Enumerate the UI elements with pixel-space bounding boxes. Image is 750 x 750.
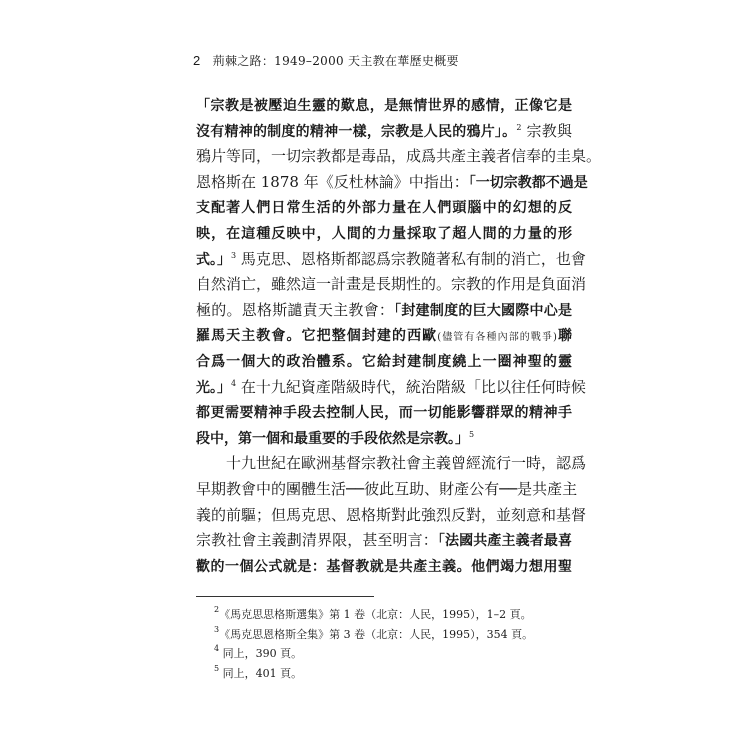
- text-line: [196, 349, 572, 375]
- quoted-text: 式。」: [196, 251, 231, 268]
- text-line: [196, 195, 572, 221]
- text-line: [196, 400, 572, 426]
- text-line: [196, 323, 572, 349]
- text-line: [196, 221, 572, 247]
- plain-text: 極的。恩格斯譴責天主教會：: [196, 300, 395, 319]
- footnote-number: 4: [214, 644, 220, 653]
- quoted-text: 「封建制度的巨大國際中心是: [394, 302, 572, 319]
- page-number: 2: [193, 53, 201, 68]
- footnote-text: 同上，390 頁。: [222, 647, 303, 660]
- footnote-divider: [196, 596, 374, 597]
- quoted-text: 都更需要精神手段去控制人民，而一切能影響群眾的精神手: [196, 405, 572, 422]
- footnote: [214, 625, 574, 645]
- quoted-text: 段中，第一個和最重要的手段依然是宗教。」: [196, 430, 469, 447]
- footnote-text: 《馬克思思格斯選集》第 1 卷（北京：人民，1995），1–2 頁。: [219, 608, 532, 621]
- plain-text: 鴉片等同，一切宗教都是毒品，成爲共產主義者信奉的圭臬。: [196, 147, 602, 166]
- footnote-number: 2: [214, 605, 220, 614]
- text-line: [196, 451, 587, 477]
- footnote-text: 同上，401 頁。: [222, 666, 303, 680]
- text-line: [196, 528, 572, 554]
- quoted-text: 歡的一個公式就是：基督教就是共產主義。他們竭力想用聖: [196, 558, 572, 575]
- text-line: [196, 426, 572, 452]
- text-line: [196, 503, 587, 529]
- footnote-ref: 2: [516, 122, 522, 132]
- footnote: [214, 664, 574, 684]
- text-line: [196, 375, 586, 401]
- quoted-text: 沒有精神的制度的精神一樣，宗教是人民的鴉片」。: [196, 123, 517, 140]
- plain-text: 恩格斯在 1878 年《反杜林論》中指出：: [196, 172, 469, 191]
- quoted-text: 「宗教是被壓迫生靈的歎息，是無情世界的感情，正像它是: [196, 98, 572, 114]
- plain-text: 宗教社會主義劃清界限，甚至明言：: [196, 531, 438, 550]
- text-line: [196, 170, 588, 196]
- plain-text: 早期教會中的團體生活──彼此互助、財產公有──是共產主: [196, 479, 578, 498]
- text-line: [196, 272, 587, 298]
- quoted-text: 「一切宗教都不過是: [468, 174, 588, 191]
- text-line: [196, 298, 572, 324]
- plain-text: 十九世紀在歐洲基督宗教社會主義曾經流行一時，認爲: [226, 454, 587, 473]
- quoted-text: 合爲一個大的政治體系。它給封建制度繞上一圈神聖的靈: [196, 353, 572, 370]
- text-line: [196, 144, 602, 170]
- quoted-text: 「法國共產主義者最喜: [437, 533, 572, 550]
- plain-text: 在十九紀資產階級時代，統治階級「比以往任何時候: [240, 377, 586, 396]
- text-line: [196, 119, 572, 145]
- body-text: [196, 93, 602, 579]
- footnote-number: 3: [214, 624, 220, 634]
- footnote-ref: 3: [231, 250, 237, 260]
- plain-text: 義的前驅；但馬克思、恩格斯對此強烈反對，並刻意和基督: [196, 505, 587, 524]
- text-line: [196, 247, 586, 273]
- plain-text: 馬克思、恩格斯都認爲宗教隨著私有制的消亡，也會: [240, 249, 586, 268]
- quoted-text: 映，在這種反映中，人間的力量採取了超人間的力量的形: [196, 225, 572, 242]
- text-line: [196, 477, 578, 503]
- footnotes: [214, 605, 574, 683]
- footnote-ref: 5: [469, 429, 475, 439]
- footnote-ref: 4: [231, 378, 237, 388]
- quoted-text: 聯: [556, 328, 572, 345]
- quoted-text: 光。」: [196, 379, 231, 396]
- quoted-text: 羅馬天主教會。它把整個封建的西歐: [196, 328, 438, 345]
- text-line: [196, 554, 572, 580]
- text-line: [196, 93, 572, 119]
- footnote: [214, 644, 574, 664]
- parenthetical: (儘管有各種內部的戰爭): [437, 332, 557, 344]
- running-title: 荊棘之路：1949–2000 天主教在華歷史概要: [212, 54, 459, 68]
- footnote-text: 《馬克思恩格斯全集》第 3 卷（北京：人民，1995），354 頁。: [219, 627, 534, 641]
- plain-text: 宗教與: [526, 121, 572, 140]
- quoted-text: 支配著人們日常生活的外部力量在人們頭腦中的幻想的反: [196, 200, 572, 217]
- footnote-number: 5: [214, 663, 220, 673]
- plain-text: 自然消亡，雖然這一計畫是長期性的。宗教的作用是負面消: [196, 275, 587, 294]
- footnote: [214, 605, 574, 625]
- running-header: [193, 52, 459, 69]
